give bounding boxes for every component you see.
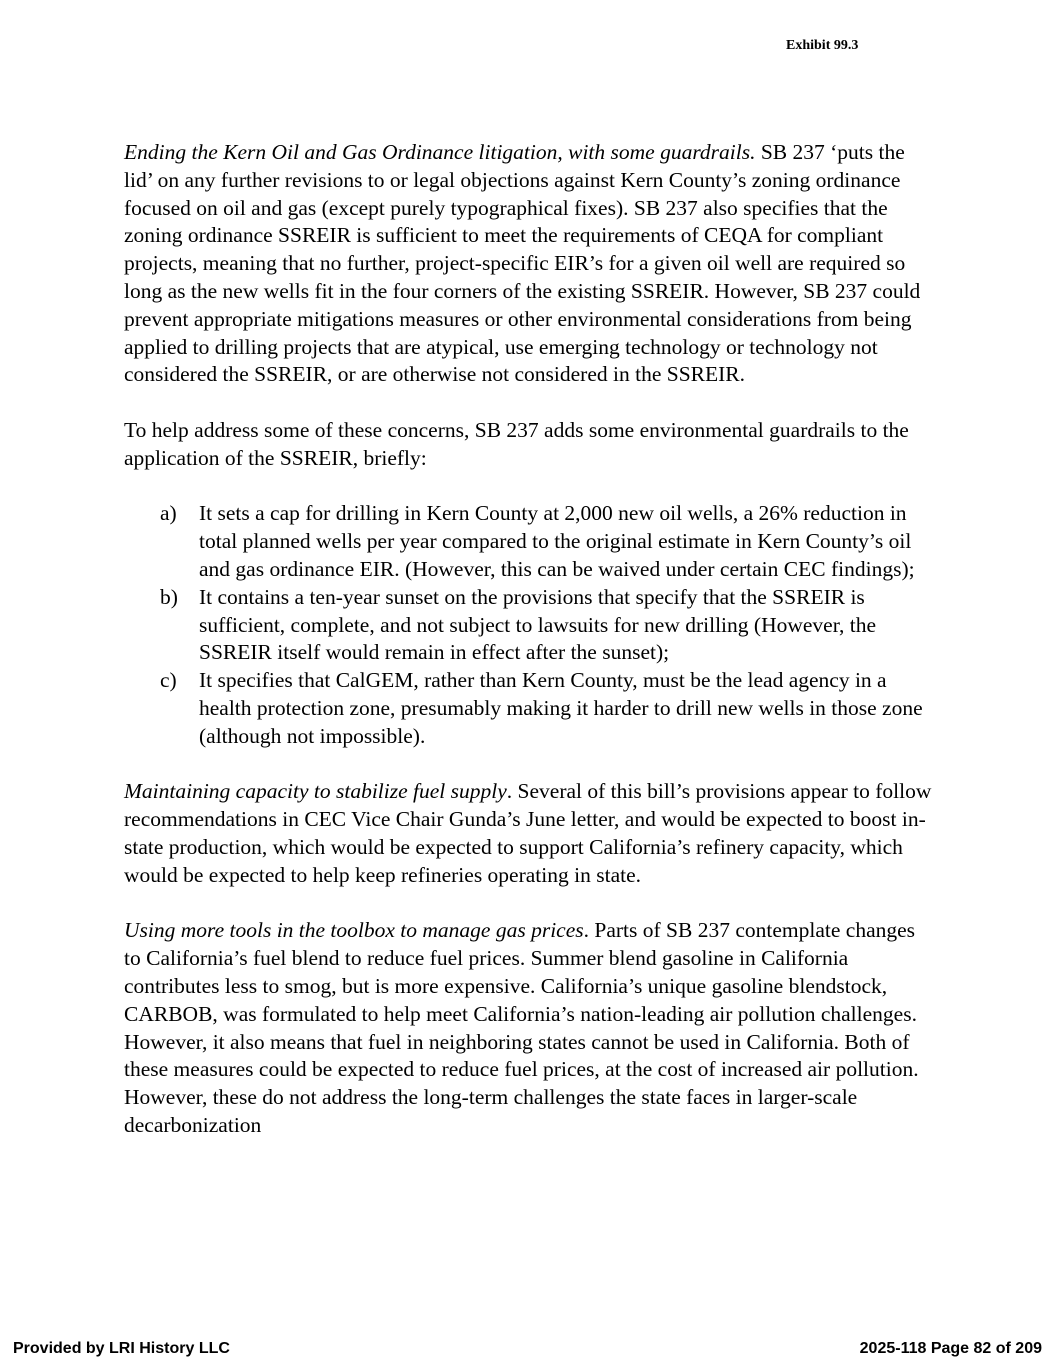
- paragraph-text: To help address some of these concerns, SB 237 adds some environmental guardrails to the application of the SSREIR, briefly:: [124, 417, 909, 470]
- footer-provider: Provided by LRI History LLC: [13, 1340, 230, 1357]
- paragraph-guardrails-intro: [124, 417, 936, 473]
- list-item: [124, 584, 936, 667]
- paragraph-gas-prices: [124, 917, 936, 1139]
- paragraph-text: . Parts of SB 237 contemplate changes to California’s fuel blend to reduce fuel prices. Summer blend gasoline in California contributes less to smog, but is more expensive. California’s unique gasoline blendstock, CARBOB, was formulated to help meet California’s nation-leading air pollution challenges. However, it also means that fuel in neighboring states cannot be used in California. Both of these measures could be expected to reduce fuel prices, at the cost of increased air pollution. However, these do not address the long-term challenges the state faces in larger-scale decarbonization: [124, 918, 919, 1137]
- list-item-text: It sets a cap for drilling in Kern County at 2,000 new oil wells, a 26% reduction in total planned wells per year compared to the original estimate in Kern County’s oil and gas ordinance EIR. (However, this can be waived under certain CEC findings);: [199, 501, 915, 581]
- list-item: [124, 500, 936, 583]
- exhibit-label: Exhibit 99.3: [786, 38, 859, 53]
- paragraph-text: . Several of this bill’s provisions appear to follow recommendations in CEC Vice Chair Gunda’s June letter, and would be expected to boost in-state production, which would be expected to support California’s refinery capacity, which would be expected to help keep refineries operating in state.: [124, 779, 932, 887]
- list-item: [124, 667, 936, 750]
- paragraph-lead: Maintaining capacity to stabilize fuel supply: [124, 779, 507, 804]
- list-marker: b): [160, 584, 178, 609]
- footer-page-number: 2025-118 Page 82 of 209: [859, 1340, 1042, 1357]
- paragraph-lead: Ending the Kern Oil and Gas Ordinance litigation, with some guardrails.: [124, 140, 756, 164]
- paragraph-kern-litigation: [124, 139, 936, 389]
- list-marker: c): [160, 668, 177, 693]
- paragraph-lead: Using more tools in the toolbox to manage gas prices: [124, 918, 584, 943]
- paragraph-fuel-supply: [124, 778, 936, 889]
- document-body: [124, 139, 936, 1167]
- list-item-text: It specifies that CalGEM, rather than Kern County, must be the lead agency in a health protection zone, presumably making it harder to drill new wells in those zone (although not impossible).: [199, 668, 923, 748]
- list-marker: a): [160, 501, 177, 526]
- guardrails-list: [124, 500, 936, 750]
- paragraph-text: SB 237 ‘puts the lid’ on any further revisions to or legal objections against Kern County’s zoning ordinance focused on oil and gas (except purely typographical fixes). SB 237 also specifies that the zoning ordinance SSREIR is sufficient to meet the requirements of CEQA for compliant projects, meaning that no further, project-specific EIR’s for a given oil well are required so long as the new wells fit in the four corners of the existing SSREIR. However, SB 237 could prevent appropriate mitigations measures or other environmental considerations from being applied to drilling projects that are atypical, use emerging technology or technology not considered the SSREIR, or are otherwise not considered in the SSREIR.: [124, 140, 921, 387]
- list-item-text: It contains a ten-year sunset on the provisions that specify that the SSREIR is sufficient, complete, and not subject to lawsuits for new drilling (However, the SSREIR itself would remain in effect after the sunset);: [199, 584, 877, 665]
